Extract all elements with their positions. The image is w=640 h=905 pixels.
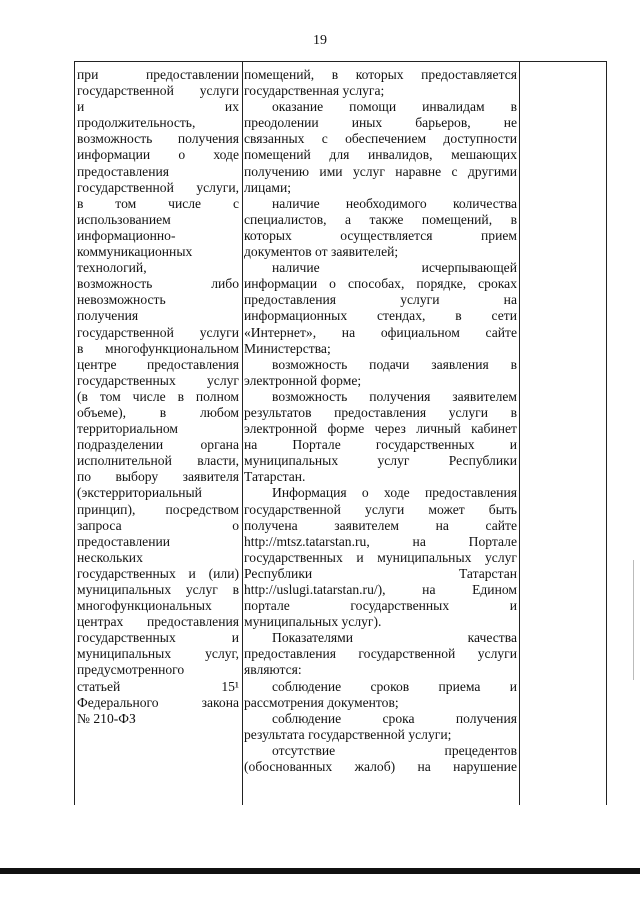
column-criteria [77,67,239,727]
description-line: Министерства; [244,340,331,356]
criteria-line: предоставлении [77,533,171,549]
description-line: получению ими услуг наравне с другими [244,163,517,179]
criteria-line: муниципальных услуг, [77,646,239,662]
criteria-line: технологий, [77,260,147,276]
criteria-line: при предоставлении [77,67,239,82]
column-description [244,67,517,775]
description-line: муниципальных услуг). [244,614,382,630]
criteria-line: Федерального закона [77,694,239,710]
description-line: электронной форме через личный кабинет [244,421,517,437]
description-line: информации о способах, порядке, сроках [244,276,517,292]
criteria-line: использованием [77,211,171,227]
column-divider-1 [242,62,243,805]
criteria-line: государственной услуги [77,83,239,99]
criteria-line: центре предоставления [77,356,239,372]
criteria-line: предоставления [77,163,170,179]
criteria-line: многофункциональных [77,598,212,614]
scan-right-edge [633,560,634,680]
criteria-line: запроса о [77,517,239,533]
description-line: предоставления услуги на [244,292,517,308]
description-line: соблюдение срока получения [272,710,517,726]
description-line: http://uslugi.tatarstan.ru/), на Едином [244,582,517,597]
criteria-line: (экстерриториальный [77,485,202,501]
document-table [74,61,607,805]
criteria-line: объеме), в любом [77,404,239,420]
criteria-line: информации о ходе [77,147,239,163]
description-line: Информация о ходе предоставления [272,485,517,501]
criteria-line: муниципальных услуг в [77,582,239,597]
description-line: государственной услуги может быть [244,501,517,517]
criteria-line: государственной услуги, [77,179,239,195]
description-line: возможность подачи заявления в [272,356,517,372]
criteria-line: и их [77,99,239,115]
description-line: http://mtsz.tatarstan.ru, на Портале [244,533,517,549]
description-line: помещений для инвалидов, мешающих [244,147,517,163]
scan-bottom-edge [0,868,640,874]
description-line: соблюдение сроков приема и [272,678,517,694]
description-line: муниципальных услуг Республики [244,453,517,469]
description-line: портале государственных и [244,598,517,614]
description-line: помещений, в которых предоставляется [244,67,517,82]
criteria-line: в том числе с [77,195,239,211]
description-line: возможность получения заявителем [272,388,517,404]
criteria-line: в многофункциональном [77,340,239,356]
description-line: связанных с обеспечением доступности [244,131,517,147]
description-line: рассмотрения документов; [244,694,399,710]
criteria-line: (в том числе в полном [77,388,239,404]
description-line: результата государственной услуги; [244,726,452,742]
criteria-line: информационно- [77,227,176,243]
page-number: 19 [313,33,327,48]
description-line: преодолении иных барьеров, не [244,115,517,131]
description-line: государственная услуга; [244,83,385,99]
description-line: на Портале государственных и [244,437,517,453]
description-line: Республики Татарстан [244,565,517,581]
description-line: являются: [244,662,302,678]
description-line: оказание помощи инвалидам в [272,99,517,115]
description-line: «Интернет», на официальном сайте [244,324,517,340]
criteria-line: невозможность [77,292,166,308]
description-line: получена заявителем на сайте [244,517,517,533]
description-line: лицами; [244,179,292,195]
criteria-line: возможность получения [77,131,239,147]
criteria-line: исполнительной власти, [77,453,239,469]
column-divider-2 [519,62,520,805]
criteria-line: статьей 15¹ [77,678,239,694]
description-line: которых осуществляется прием [244,227,517,243]
criteria-line: предусмотренного [77,662,185,678]
criteria-line: получения [77,308,139,324]
description-line: предоставления государственной услуги [244,646,517,662]
description-line: результатов предоставления услуги в [244,404,517,420]
criteria-line: государственных и (или) [77,565,239,581]
description-line: наличие исчерпывающей [272,260,517,276]
description-line: (обоснованных жалоб) на нарушение [244,759,517,775]
criteria-line: государственных и [77,630,239,646]
description-line: Показателями качества [272,630,517,646]
description-line: Татарстан. [244,469,306,485]
description-line: электронной форме; [244,372,362,388]
criteria-line: возможность либо [77,276,239,292]
criteria-line: принцип), посредством [77,501,239,517]
criteria-line: подразделении органа [77,437,239,453]
description-line: наличие необходимого количества [272,195,517,211]
criteria-line: № 210-ФЗ [77,710,136,726]
description-line: документов от заявителей; [244,244,399,260]
description-line: отсутствие прецедентов [272,742,517,758]
description-line: информационных стендах, в сети [244,308,517,324]
criteria-line: центрах предоставления [77,614,239,630]
criteria-line: территориальном [77,421,179,437]
criteria-line: продолжительность, [77,115,196,131]
description-line: специалистов, а также помещений, в [244,211,517,227]
criteria-line: государственной услуги [77,324,239,340]
criteria-line: коммуникационных [77,244,193,260]
description-line: государственных и муниципальных услуг [244,549,517,565]
criteria-line: нескольких [77,549,143,565]
criteria-line: государственных услуг [77,372,239,388]
criteria-line: по выбору заявителя [77,469,239,485]
